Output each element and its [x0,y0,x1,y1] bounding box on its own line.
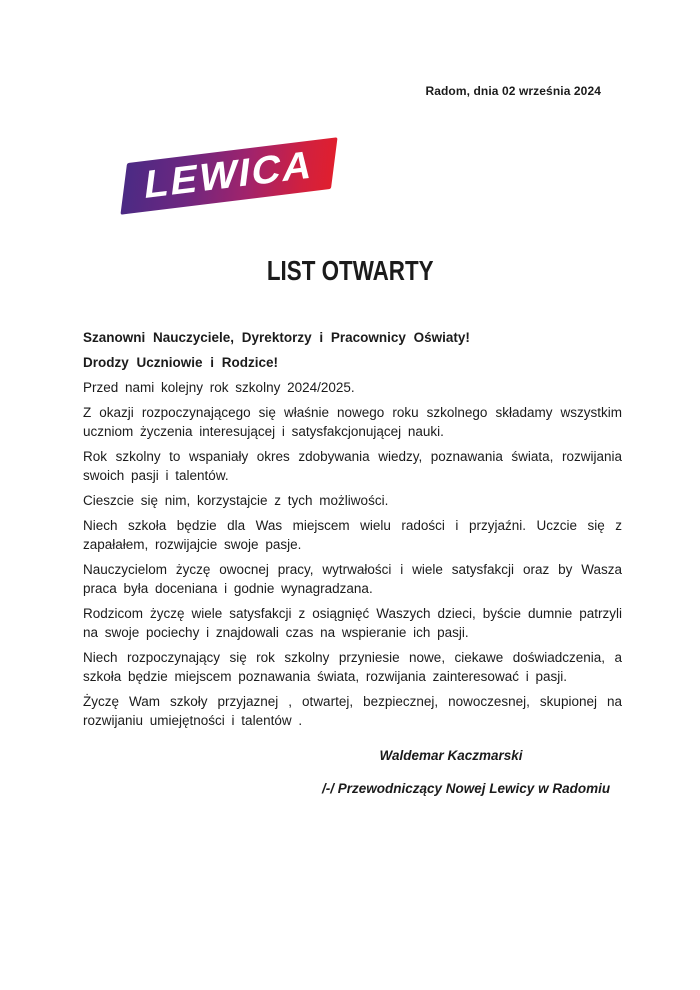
lewica-logo-text: LEWICA [142,142,317,207]
paragraph: Rodzicom życzę wiele satysfakcji z osiągnięć Waszych dzieci, byście dumnie patrzyli na swoje pociechy i znajdowali czas na wspieranie ich pasji. [83,606,622,640]
signature-role: /-/ Przewodniczący Nowej Lewicy w Radomiu [322,781,611,796]
paragraph: Nauczycielom życzę owocnej pracy, wytrwałości i wiele satysfakcji oraz by Wasza praca była doceniana i godnie wynagradzana. [83,562,622,596]
salutation-line: Szanowni Nauczyciele, Dyrektorzy i Pracownicy Oświaty! [83,330,470,345]
paragraph: Cieszcie się nim, korzystajcie z tych możliwości. [83,493,389,508]
paragraph: Niech rozpoczynający się rok szkolny przyniesie nowe, ciekawe doświadczenia, a szkoła będzie miejscem poznawania świata, rozwijania zainteresować i pasji. [83,650,622,684]
salutation-line: Drodzy Uczniowie i Rodzice! [83,355,279,370]
date-line: Radom, dnia 02 września 2024 [425,84,601,98]
lewica-logo [120,137,337,214]
paragraph: Z okazji rozpoczynającego się właśnie nowego roku szkolnego składamy wszystkim uczniom życzenia interesującej i satysfakcjonującej nauki. [83,405,622,439]
paragraph: Życzę Wam szkoły przyjaznej , otwartej, bezpiecznej, nowoczesnej, skupionej na rozwijaniu umiejętności i talentów . [83,694,622,728]
letter-body [83,328,622,736]
title-wrap [0,255,700,287]
page-title: LIST OTWARTY [266,255,434,286]
paragraph: Niech szkoła będzie dla Was miejscem wielu radości i przyjaźni. Uczcie się z zapałałem, rozwijajcie swoje pasje. [83,518,622,552]
paragraph: Przed nami kolejny rok szkolny 2024/2025. [83,380,355,395]
signature-name: Waldemar Kaczmarski [379,748,523,763]
paragraph: Rok szkolny to wspaniały okres zdobywania wiedzy, poznawania świata, rozwijania swoich pasji i talentów. [83,449,622,483]
signature-block [322,748,611,796]
